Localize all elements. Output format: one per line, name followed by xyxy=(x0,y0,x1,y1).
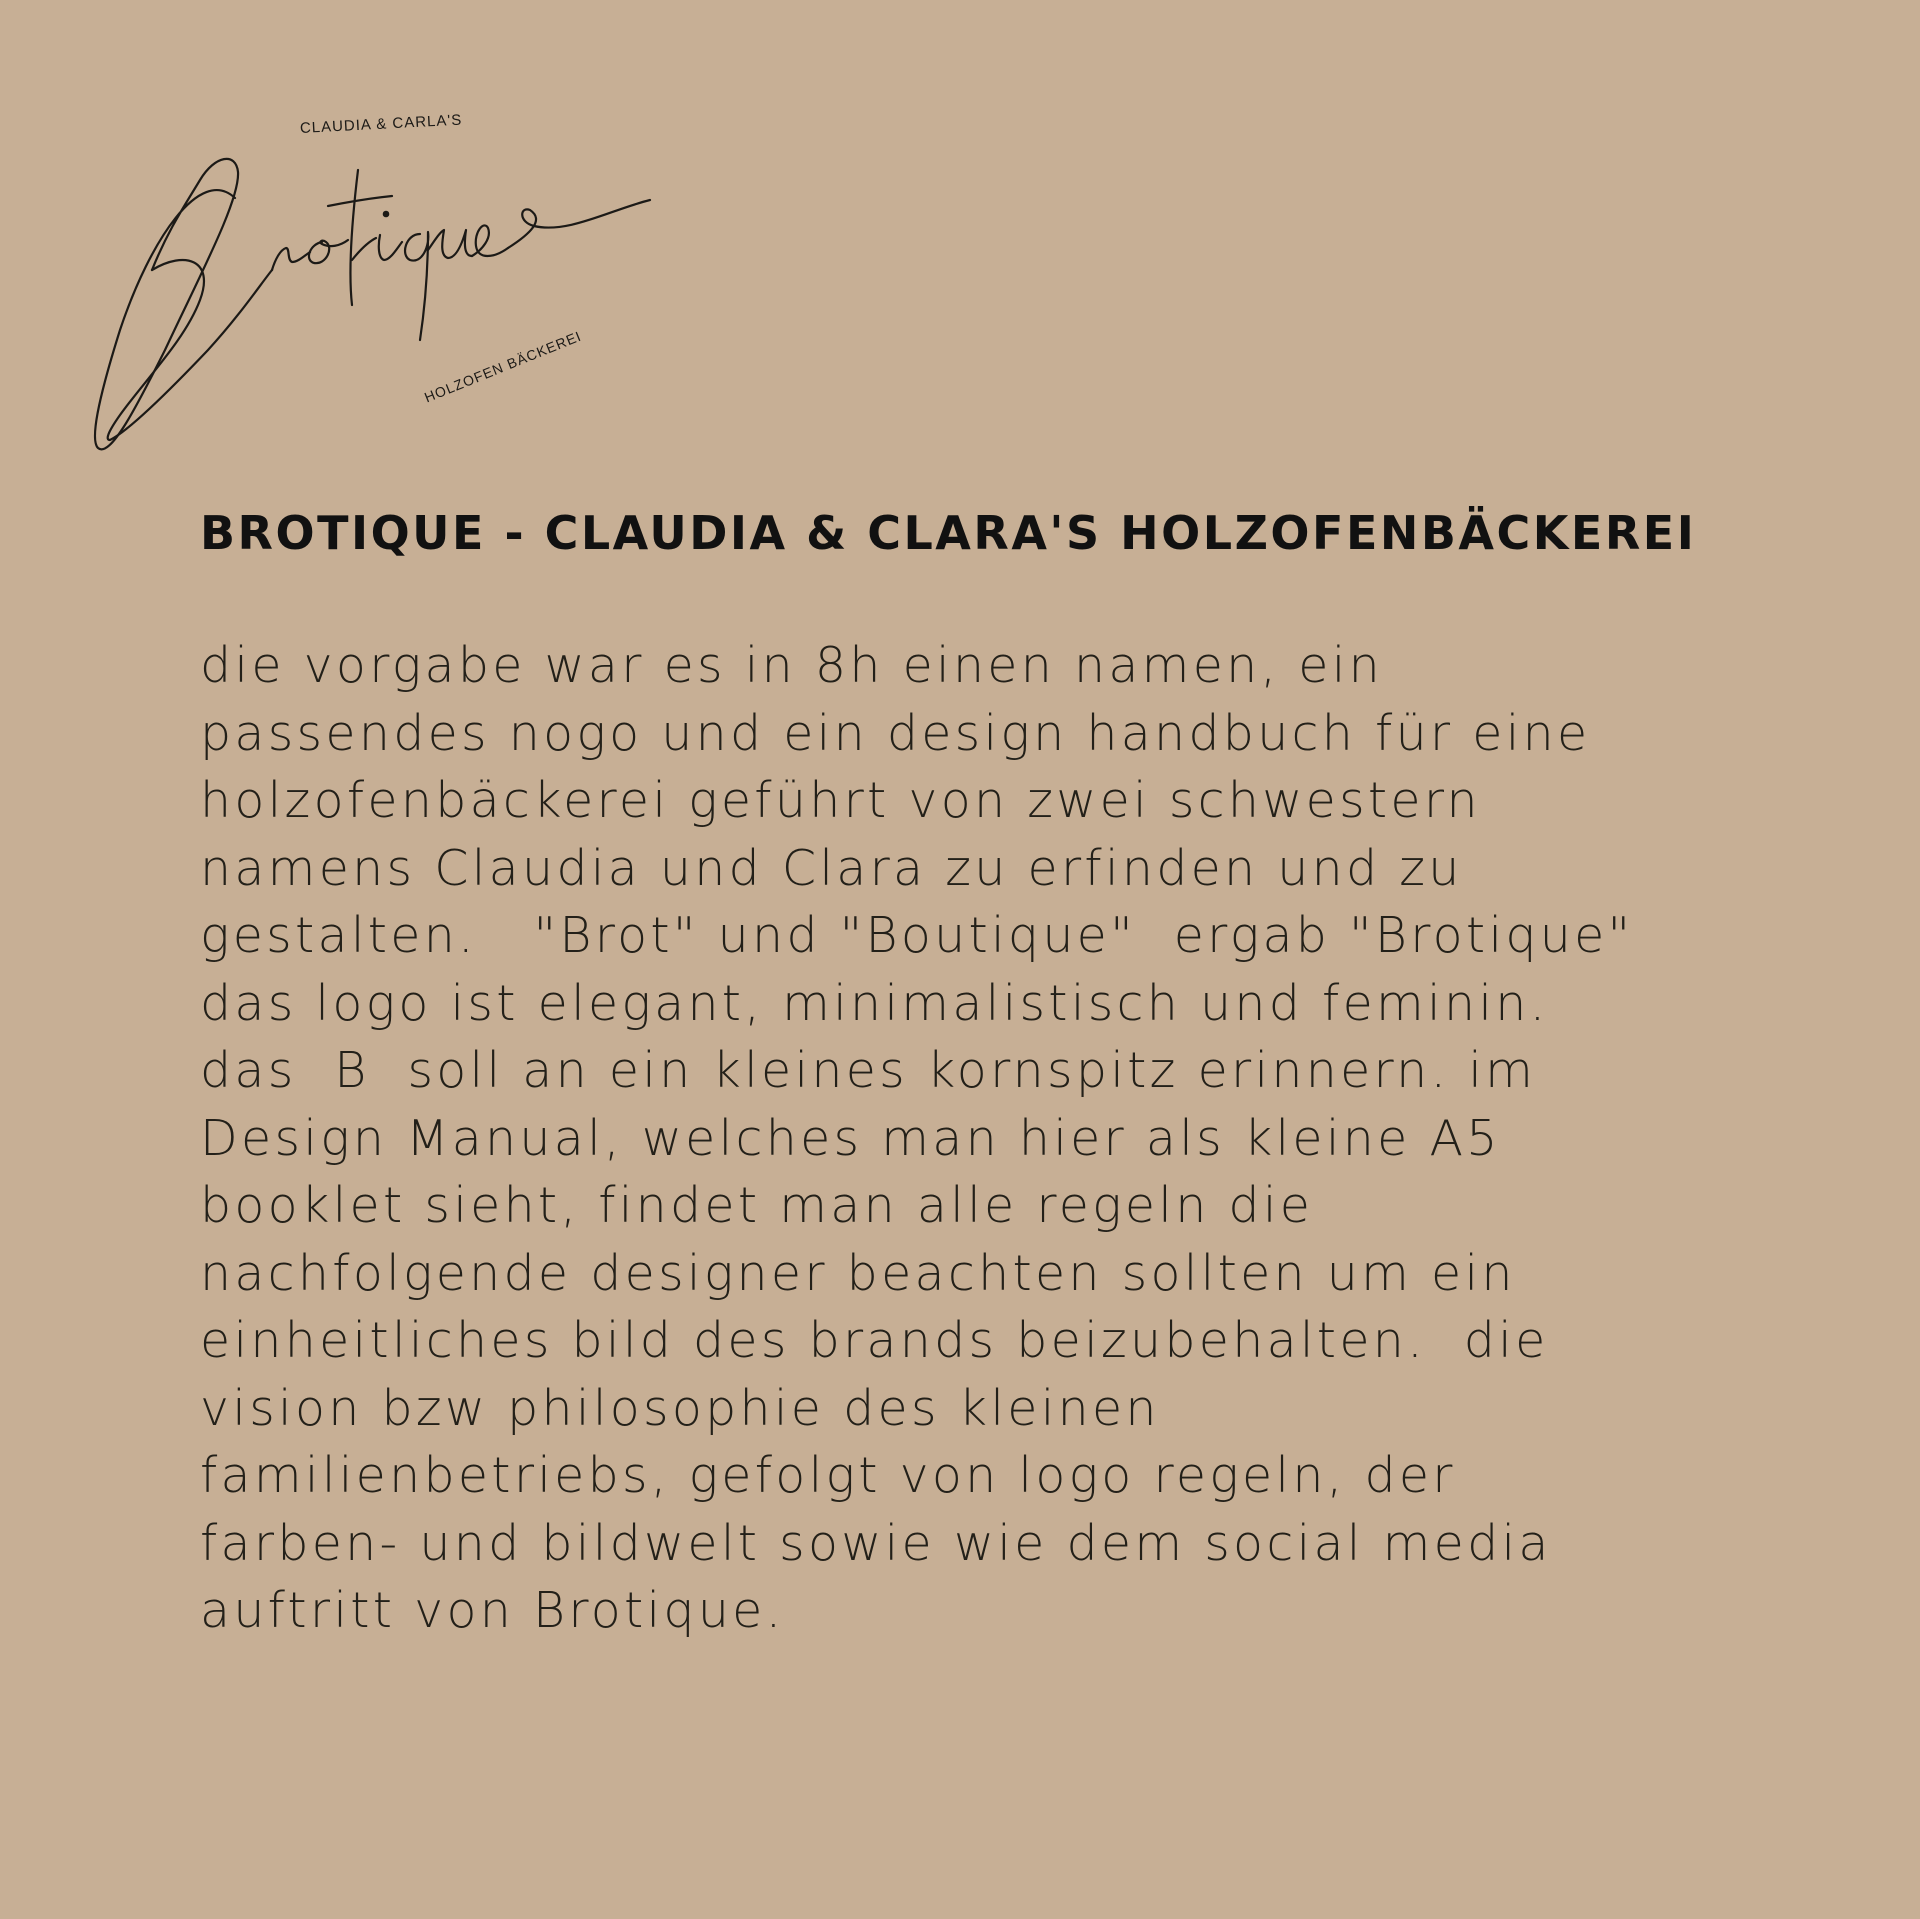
description-line: auftritt von Brotique. xyxy=(200,1582,785,1639)
description-line: gestalten. "Brot" und "Boutique" ergab "Brotique" xyxy=(200,907,1634,964)
description-line: passendes nogo und ein design handbuch für eine xyxy=(200,704,1591,762)
description-line: namens Claudia und Clara zu erfinden und zu xyxy=(200,839,1463,897)
description-line: familienbetriebs, gefolgt von logo regeln, der xyxy=(200,1447,1456,1504)
description-line: einheitliches bild des brands beizubehalten. die xyxy=(200,1312,1549,1369)
page-title: BROTIQUE - CLAUDIA & CLARA'S HOLZOFENBÄCKEREI xyxy=(200,506,1697,560)
description-line: vision bzw philosophie des kleinen xyxy=(200,1379,1160,1437)
description-line: das B soll an ein kleines kornspitz erinnern. im xyxy=(200,1042,1537,1099)
logo-bottom-text: HOLZOFEN BÄCKEREI xyxy=(422,327,584,406)
description-line: booklet sieht, findet man alle regeln die xyxy=(200,1177,1314,1234)
description-line: die vorgabe war es in 8h einen namen, ein xyxy=(200,637,1383,694)
logo-top-text: CLAUDIA & CARLA'S xyxy=(299,111,463,137)
description-line: holzofenbäckerei geführt von zwei schwestern xyxy=(200,772,1481,829)
brotique-logo xyxy=(90,110,670,460)
brotique-script-wordmark xyxy=(90,110,670,460)
description-line: Design Manual, welches man hier als kleine A5 xyxy=(200,1109,1501,1167)
description-line: nachfolgende designer beachten sollten um ein xyxy=(200,1244,1516,1302)
description-line: farben- und bildwelt sowie wie dem social media xyxy=(200,1514,1552,1572)
description-line: das logo ist elegant, minimalistisch und feminin. xyxy=(200,974,1549,1032)
description-text xyxy=(200,632,1760,1645)
